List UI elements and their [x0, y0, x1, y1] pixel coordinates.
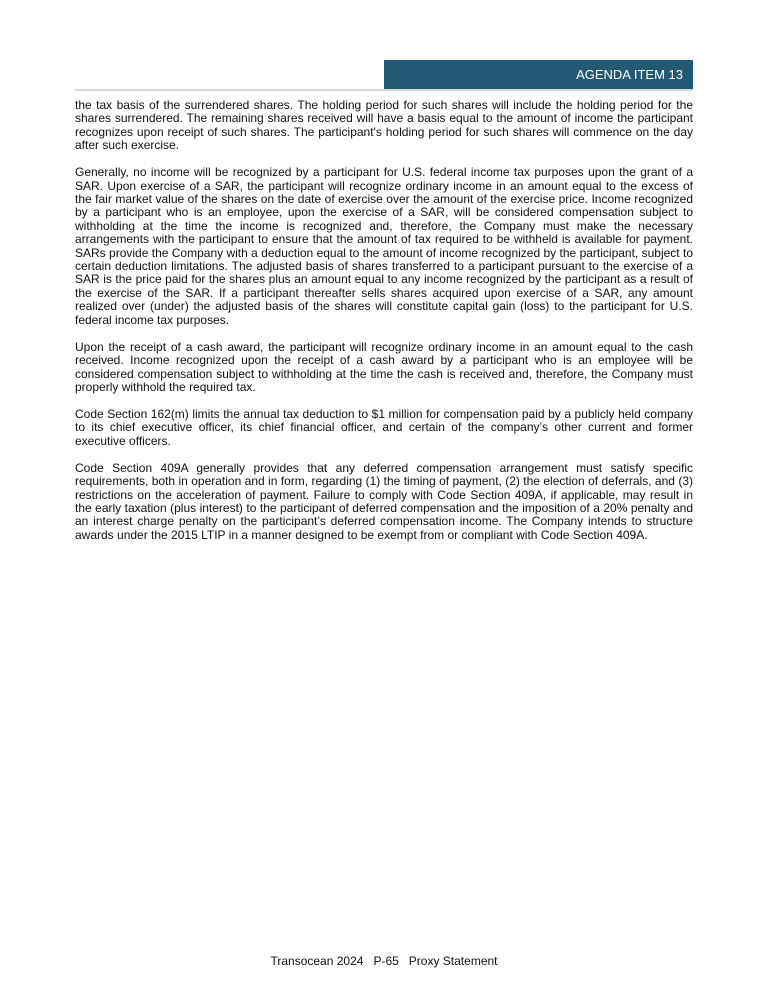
paragraph: the tax basis of the surrendered shares. The holding period for such shares will include the holding period for the shares surrendered. The remaining shares received will have a basis equal to the amount of income the participant recognizes upon receipt of such shares. The participant's holding period for such shares will commence on the day after such exercise.: [75, 98, 693, 153]
header-divider: [75, 89, 693, 91]
paragraph: Code Section 162(m) limits the annual tax deduction to $1 million for compensation paid by a publicly held company to its chief executive officer, its chief financial officer, and certain of the company’s other current and former executive officers.: [75, 406, 693, 448]
paragraph: Generally, no income will be recognized by a participant for U.S. federal income tax purposes upon the grant of a SAR. Upon exercise of a SAR, the participant will recognize ordinary income in an amount equal to the excess of the fair market value of the shares on the date of exercise over the amount of the exercise price. Income recognized by a participant who is an employee, upon the exercise of a SAR, will be considered compensation subject to withholding at the time the income is recognized and, therefore, the Company must make the necessary arrangements with the participant to ensure that the amount of tax required to be withheld is available for payment. SARs provide the Company with a deduction equal to the amount of income recognized by the participant, subject to certain deduction limitations. The adjusted basis of shares transferred to a participant pursuant to the exercise of a SAR is the price paid for the shares plus an amount equal to any income recognized by the participant as a result of the exercise of the SAR. If a participant thereafter sells shares acquired upon exercise of a SAR, any amount realized over (under) the adjusted basis of the shares will constitute capital gain (loss) to the participant for U.S. federal income tax purposes.: [75, 165, 693, 327]
paragraph: Code Section 409A generally provides that any deferred compensation arrangement must satisfy specific requirements, both in operation and in form, regarding (1) the timing of payment, (2) the election of deferrals, and (3) restrictions on the acceleration of payment. Failure to comply with Code Section 409A, if applicable, may result in the early taxation (plus interest) to the participant of deferred compensation and the imposition of a 20% penalty and an interest charge penalty on the participant’s deferred compensation income. The Company intends to structure awards under the 2015 LTIP in a manner designed to be exempt from or compliant with Code Section 409A.: [75, 460, 693, 542]
document-body: [75, 99, 693, 556]
paragraph: Upon the receipt of a cash award, the participant will recognize ordinary income in an amount equal to the cash received. Income recognized upon the receipt of a cash award by a participant who is an employee will be considered compensation subject to withholding at the time the cash is received and, therefore, the Company must properly withhold the required tax.: [75, 339, 693, 394]
page-footer: Transocean 2024 P-65 Proxy Statement: [270, 954, 498, 968]
section-header-banner: [384, 60, 693, 89]
section-title: AGENDA ITEM 13: [576, 67, 683, 82]
